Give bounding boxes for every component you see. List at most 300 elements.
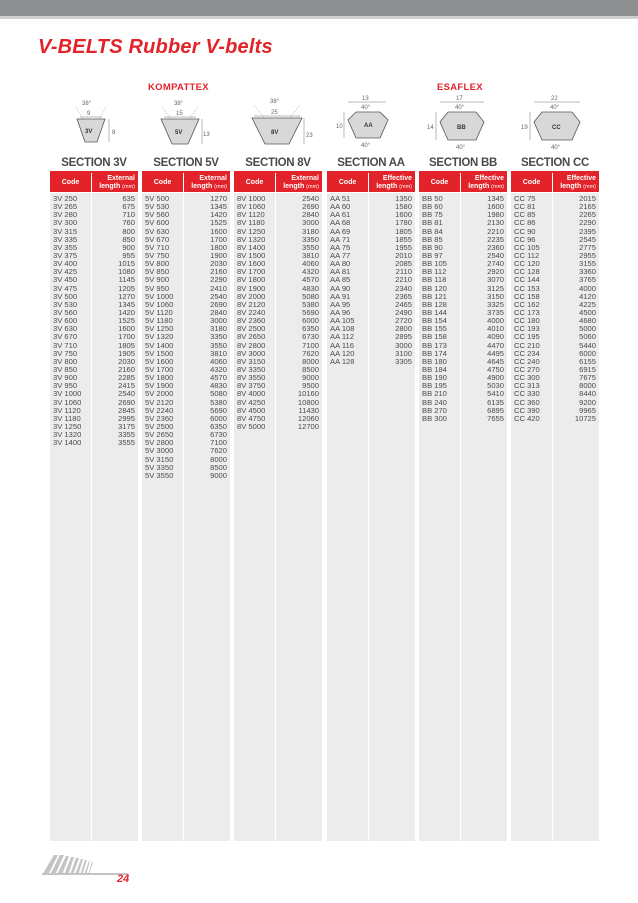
section-cc-code-header: Code bbox=[511, 173, 552, 192]
belt-code: AA 108 bbox=[330, 324, 355, 334]
belt-code: 5V 1060 bbox=[145, 299, 174, 309]
belt-code: 5V 1180 bbox=[145, 316, 173, 326]
belt-code: CC 195 bbox=[514, 332, 540, 342]
section-5v-rows bbox=[142, 195, 230, 480]
belt-length: 6000 bbox=[302, 316, 319, 326]
belt-length: 1350 bbox=[395, 194, 412, 203]
belt-code: 5V 1000 bbox=[145, 291, 174, 301]
belt-code: 5V 1500 bbox=[145, 348, 174, 358]
belt-code: AA 51 bbox=[330, 194, 351, 203]
table-row bbox=[234, 423, 322, 431]
belt-length: 3155 bbox=[579, 259, 596, 269]
belt-code: 3V 1180 bbox=[53, 413, 81, 423]
belt-code: 8V 2000 bbox=[237, 291, 266, 301]
belt-code: CC 153 bbox=[514, 283, 540, 293]
belt-code: CC 96 bbox=[514, 234, 536, 244]
belt-length: 1955 bbox=[395, 242, 412, 252]
belt-code: AA 71 bbox=[330, 234, 351, 244]
diagram-bb-label: BB bbox=[457, 125, 466, 131]
belt-code: 8V 1250 bbox=[237, 226, 266, 236]
belt-length: 3000 bbox=[395, 340, 412, 350]
belt-code: BB 75 bbox=[422, 210, 443, 220]
belt-length: 7675 bbox=[579, 373, 596, 383]
belt-code: 5V 2120 bbox=[145, 397, 174, 407]
belt-code: CC 234 bbox=[514, 348, 540, 358]
belt-code: 5V 900 bbox=[145, 275, 170, 285]
belt-code: 8V 2120 bbox=[237, 299, 266, 309]
belt-length: 9500 bbox=[302, 381, 319, 391]
belt-code: 3V 315 bbox=[53, 226, 78, 236]
section-bb-code-header: Code bbox=[419, 173, 460, 192]
belt-code: AA 80 bbox=[330, 259, 351, 269]
belt-code: 8V 1180 bbox=[237, 218, 265, 228]
belt-length: 3550 bbox=[210, 340, 227, 350]
diagram-bb bbox=[426, 92, 496, 152]
diagram-aa-angle-top: 40° bbox=[361, 105, 371, 111]
page-title: V-BELTS Rubber V-belts bbox=[38, 36, 273, 58]
belt-code: 8V 4750 bbox=[237, 413, 266, 423]
belt-length: 8500 bbox=[302, 364, 319, 374]
diagram-cc bbox=[520, 92, 590, 152]
belt-code: 3V 355 bbox=[53, 242, 78, 252]
belt-length: 2110 bbox=[395, 267, 412, 277]
belt-code: 5V 2360 bbox=[145, 413, 174, 423]
belt-code: BB 85 bbox=[422, 234, 443, 244]
belt-length: 10725 bbox=[574, 413, 596, 423]
belt-code: 3V 600 bbox=[53, 316, 78, 326]
belt-length: 2840 bbox=[302, 210, 319, 220]
belt-length: 2160 bbox=[118, 364, 135, 374]
group-label-esaflex: ESAFLEX bbox=[437, 82, 483, 93]
belt-length: 2690 bbox=[118, 397, 135, 407]
belt-code: 3V 300 bbox=[53, 218, 78, 228]
belt-code: AA 91 bbox=[330, 291, 351, 301]
belt-code: 5V 950 bbox=[145, 283, 170, 293]
belt-length: 8000 bbox=[210, 454, 227, 464]
belt-code: 3V 265 bbox=[53, 202, 78, 212]
belt-length: 2690 bbox=[210, 299, 227, 309]
belt-code: 8V 1120 bbox=[237, 210, 265, 220]
belt-code: 5V 600 bbox=[145, 218, 170, 228]
belt-code: BB 105 bbox=[422, 259, 447, 269]
section-5v-title: SECTION 5V bbox=[153, 157, 219, 169]
length-header-word: length bbox=[283, 182, 305, 190]
belt-length: 2540 bbox=[302, 194, 319, 203]
belt-length: 3305 bbox=[395, 356, 412, 366]
belt-length: 2895 bbox=[395, 332, 412, 342]
length-header-word: length bbox=[99, 182, 121, 190]
diagram-3v-angle: 38° bbox=[82, 101, 92, 107]
belt-code: AA 116 bbox=[330, 340, 354, 350]
top-bar bbox=[0, 0, 638, 16]
belt-code: 5V 1600 bbox=[145, 356, 174, 366]
diagram-3v bbox=[72, 96, 128, 150]
belt-length: 4320 bbox=[210, 364, 227, 374]
belt-length: 2085 bbox=[395, 259, 412, 269]
belt-code: 5V 1120 bbox=[145, 307, 173, 317]
belt-code: CC 128 bbox=[514, 267, 540, 277]
table-row bbox=[50, 439, 138, 447]
belt-code: CC 180 bbox=[514, 316, 540, 326]
belt-code: CC 300 bbox=[514, 373, 540, 383]
belt-code: AA 81 bbox=[330, 267, 351, 277]
belt-code: BB 112 bbox=[422, 267, 447, 277]
belt-code: BB 97 bbox=[422, 250, 443, 260]
length-header-unit: (mm) bbox=[583, 183, 596, 190]
belt-code: BB 144 bbox=[422, 307, 447, 317]
belt-length: 5030 bbox=[487, 381, 504, 391]
belt-length: 2995 bbox=[118, 413, 135, 423]
diagram-8v-label: 8V bbox=[271, 130, 279, 136]
diagram-bb-width: 17 bbox=[456, 96, 463, 102]
belt-length: 760 bbox=[122, 218, 135, 228]
belt-code: 3V 750 bbox=[53, 348, 78, 358]
belt-code: 8V 5000 bbox=[237, 421, 266, 431]
belt-length: 4320 bbox=[302, 267, 319, 277]
belt-code: 3V 400 bbox=[53, 259, 78, 269]
belt-code: 8V 1800 bbox=[237, 275, 266, 285]
section-aa-code-header: Code bbox=[327, 173, 368, 192]
belt-code: 5V 2000 bbox=[145, 389, 174, 399]
section-8v-title: SECTION 8V bbox=[245, 157, 311, 169]
length-header-word: length bbox=[468, 182, 490, 190]
belt-length: 2130 bbox=[487, 218, 504, 228]
belt-code: CC 158 bbox=[514, 291, 540, 301]
belt-code: AA 105 bbox=[330, 316, 355, 326]
length-header-line1: Effective bbox=[474, 174, 504, 182]
diagram-5v bbox=[152, 96, 216, 150]
belt-length: 7655 bbox=[487, 413, 504, 423]
belt-code: 3V 800 bbox=[53, 356, 78, 366]
belt-length: 2265 bbox=[579, 210, 596, 220]
belt-length: 2720 bbox=[395, 316, 412, 326]
belt-code: 5V 560 bbox=[145, 210, 170, 220]
belt-length: 4570 bbox=[210, 373, 227, 383]
belt-length: 2840 bbox=[210, 307, 227, 317]
belt-length: 3150 bbox=[487, 291, 504, 301]
belt-code: 8V 3150 bbox=[237, 356, 266, 366]
belt-length: 5440 bbox=[579, 340, 596, 350]
length-header-unit: (mm) bbox=[399, 183, 412, 190]
belt-length: 4830 bbox=[302, 283, 319, 293]
belt-length: 9000 bbox=[210, 470, 227, 480]
belt-code: 8V 4000 bbox=[237, 389, 266, 399]
belt-code: BB 173 bbox=[422, 340, 447, 350]
belt-code: BB 60 bbox=[422, 202, 443, 212]
section-cc-title: SECTION CC bbox=[521, 157, 589, 169]
belt-length: 3735 bbox=[487, 307, 504, 317]
belt-length: 2920 bbox=[487, 267, 504, 277]
belt-length: 5060 bbox=[579, 332, 596, 342]
length-header-word: length bbox=[376, 182, 398, 190]
belt-code: CC 86 bbox=[514, 218, 536, 228]
belt-code: CC 210 bbox=[514, 340, 540, 350]
belt-length: 2210 bbox=[487, 226, 504, 236]
length-header-line1: Effective bbox=[566, 174, 596, 182]
belt-length: 6915 bbox=[579, 364, 596, 374]
belt-length: 6730 bbox=[302, 332, 319, 342]
diagram-aa-angle-bottom: 40° bbox=[361, 143, 371, 149]
belt-code: BB 128 bbox=[422, 299, 447, 309]
belt-code: 3V 450 bbox=[53, 275, 78, 285]
belt-code: AA 85 bbox=[330, 275, 351, 285]
belt-code: 3V 560 bbox=[53, 307, 78, 317]
belt-length: 2365 bbox=[395, 291, 412, 301]
belt-length: 7620 bbox=[302, 348, 319, 358]
belt-code: BB 84 bbox=[422, 226, 443, 236]
diagram-8v-angle: 38° bbox=[270, 99, 280, 105]
diagram-8v-height: 23 bbox=[306, 133, 313, 139]
belt-code: CC 420 bbox=[514, 413, 540, 423]
belt-length: 2285 bbox=[118, 373, 135, 383]
diagram-cc-angle-top: 40° bbox=[550, 105, 560, 111]
belt-code: 8V 1600 bbox=[237, 259, 266, 269]
belt-code: BB 240 bbox=[422, 397, 447, 407]
diagram-5v-label: 5V bbox=[175, 130, 183, 136]
belt-length: 5690 bbox=[302, 307, 319, 317]
belt-length: 6730 bbox=[210, 430, 227, 440]
belt-length: 4060 bbox=[210, 356, 227, 366]
table-row bbox=[327, 358, 415, 366]
belt-code: 5V 1800 bbox=[145, 373, 174, 383]
belt-length: 3765 bbox=[579, 275, 596, 285]
length-header-unit: (mm) bbox=[306, 183, 319, 190]
belt-length: 635 bbox=[122, 194, 135, 203]
belt-length: 3350 bbox=[210, 332, 227, 342]
belt-length: 2955 bbox=[579, 250, 596, 260]
belt-length: 4225 bbox=[579, 299, 596, 309]
belt-code: CC 112 bbox=[514, 250, 540, 260]
section-bb-length-header bbox=[461, 173, 507, 192]
belt-code: CC 120 bbox=[514, 259, 540, 269]
section-3v-code-header: Code bbox=[50, 173, 91, 192]
belt-length: 2410 bbox=[210, 283, 227, 293]
belt-length: 5380 bbox=[302, 299, 319, 309]
belt-length: 1600 bbox=[395, 210, 412, 220]
belt-length: 1600 bbox=[487, 202, 504, 212]
belt-length: 2395 bbox=[579, 226, 596, 236]
length-header-line2 bbox=[92, 183, 135, 191]
diagram-bb-angle-bottom: 40° bbox=[456, 145, 466, 151]
belt-length: 2800 bbox=[395, 324, 412, 334]
belt-code: AA 90 bbox=[330, 283, 351, 293]
belt-code: 3V 335 bbox=[53, 234, 78, 244]
belt-code: 3V 1000 bbox=[53, 389, 82, 399]
belt-length: 2030 bbox=[210, 259, 227, 269]
belt-length: 3100 bbox=[395, 348, 412, 358]
belt-length: 4090 bbox=[487, 332, 504, 342]
belt-code: BB 184 bbox=[422, 364, 447, 374]
belt-code: 8V 2500 bbox=[237, 324, 266, 334]
belt-length: 3810 bbox=[210, 348, 227, 358]
belt-length: 3360 bbox=[579, 267, 596, 277]
belt-code: 5V 2800 bbox=[145, 438, 174, 448]
table-row bbox=[142, 472, 230, 480]
section-3v-rows bbox=[50, 195, 138, 447]
length-header-line1: External bbox=[291, 174, 319, 182]
belt-length: 1805 bbox=[395, 226, 412, 236]
belt-code: 3V 530 bbox=[53, 299, 78, 309]
table-row bbox=[511, 415, 599, 423]
belt-code: 3V 250 bbox=[53, 194, 78, 203]
belt-code: 8V 3000 bbox=[237, 348, 266, 358]
belt-code: 3V 670 bbox=[53, 332, 78, 342]
section-aa-length-header bbox=[369, 173, 415, 192]
belt-length: 1700 bbox=[210, 234, 227, 244]
belt-length: 12700 bbox=[297, 421, 319, 431]
belt-code: AA 95 bbox=[330, 299, 351, 309]
diagram-aa-height: 10 bbox=[336, 124, 343, 130]
belt-code: 8V 3350 bbox=[237, 364, 266, 374]
belt-length: 1145 bbox=[118, 275, 135, 285]
belt-length: 1600 bbox=[118, 324, 135, 334]
belt-code: BB 190 bbox=[422, 373, 447, 383]
belt-length: 3550 bbox=[302, 242, 319, 252]
belt-length: 1525 bbox=[118, 316, 135, 326]
diagram-aa-label: AA bbox=[364, 123, 373, 129]
belt-code: 5V 2650 bbox=[145, 430, 174, 440]
belt-code: AA 60 bbox=[330, 202, 351, 212]
belt-length: 675 bbox=[122, 202, 135, 212]
diagram-5v-height: 13 bbox=[203, 132, 210, 138]
belt-code: BB 90 bbox=[422, 242, 443, 252]
diagram-cc-height: 19 bbox=[521, 125, 528, 131]
belt-length: 1420 bbox=[118, 307, 135, 317]
length-header-line2 bbox=[184, 183, 227, 191]
belt-code: 3V 280 bbox=[53, 210, 78, 220]
belt-length: 3325 bbox=[487, 299, 504, 309]
diagram-8v bbox=[244, 94, 314, 150]
belt-length: 800 bbox=[122, 226, 135, 236]
belt-code: BB 180 bbox=[422, 356, 447, 366]
belt-length: 2775 bbox=[579, 242, 596, 252]
section-8v-rows bbox=[234, 195, 322, 431]
belt-code: 8V 3750 bbox=[237, 381, 266, 391]
belt-code: 8V 2240 bbox=[237, 307, 266, 317]
belt-code: 8V 1000 bbox=[237, 194, 266, 203]
belt-length: 4830 bbox=[210, 381, 227, 391]
belt-code: 3V 1320 bbox=[53, 430, 82, 440]
belt-length: 955 bbox=[122, 250, 135, 260]
belt-code: BB 120 bbox=[422, 283, 447, 293]
belt-length: 2545 bbox=[579, 234, 596, 244]
belt-code: 5V 530 bbox=[145, 202, 170, 212]
section-cc-length-header bbox=[553, 173, 599, 192]
brand-stripes-icon bbox=[42, 853, 128, 880]
belt-length: 4750 bbox=[487, 364, 504, 374]
section-bb-title: SECTION BB bbox=[429, 157, 497, 169]
belt-length: 12060 bbox=[297, 413, 319, 423]
section-aa-title: SECTION AA bbox=[337, 157, 405, 169]
belt-length: 2845 bbox=[118, 405, 135, 415]
diagram-8v-top: 25 bbox=[271, 110, 278, 116]
length-header-line1: External bbox=[199, 174, 227, 182]
belt-code: CC 90 bbox=[514, 226, 536, 236]
belt-code: 5V 1900 bbox=[145, 381, 174, 391]
diagram-cc-width: 22 bbox=[551, 96, 558, 102]
belt-code: 3V 900 bbox=[53, 373, 78, 383]
section-3v-length-header bbox=[92, 173, 138, 192]
table-row bbox=[419, 415, 507, 423]
diagram-bb-angle-top: 40° bbox=[455, 105, 465, 111]
belt-code: CC 240 bbox=[514, 356, 540, 366]
belt-length: 1805 bbox=[118, 340, 135, 350]
belt-code: 3V 710 bbox=[53, 340, 78, 350]
belt-code: 3V 425 bbox=[53, 267, 78, 277]
belt-code: BB 210 bbox=[422, 389, 447, 399]
diagram-3v-height: 8 bbox=[112, 130, 116, 136]
belt-length: 4500 bbox=[579, 307, 596, 317]
belt-code: 8V 1400 bbox=[237, 242, 266, 252]
belt-code: 3V 1250 bbox=[53, 421, 82, 431]
belt-code: 5V 1700 bbox=[145, 364, 174, 374]
belt-code: 8V 3550 bbox=[237, 373, 266, 383]
belt-code: BB 270 bbox=[422, 405, 447, 415]
belt-length: 4495 bbox=[487, 348, 504, 358]
belt-code: AA 77 bbox=[330, 250, 351, 260]
belt-length: 2465 bbox=[395, 299, 412, 309]
belt-code: 8V 4500 bbox=[237, 405, 266, 415]
belt-code: 5V 630 bbox=[145, 226, 170, 236]
belt-length: 7100 bbox=[210, 438, 227, 448]
belt-code: 8V 2800 bbox=[237, 340, 266, 350]
belt-code: 5V 1320 bbox=[145, 332, 174, 342]
section-aa-rows bbox=[327, 195, 415, 366]
belt-length: 2235 bbox=[487, 234, 504, 244]
section-bb-rows bbox=[419, 195, 507, 423]
belt-length: 1800 bbox=[210, 242, 227, 252]
belt-code: BB 81 bbox=[422, 218, 443, 228]
belt-code: 5V 500 bbox=[145, 194, 170, 203]
belt-code: BB 154 bbox=[422, 316, 447, 326]
group-label-kompattex: KOMPATTEX bbox=[148, 82, 209, 93]
belt-length: 1780 bbox=[395, 218, 412, 228]
length-header-unit: (mm) bbox=[214, 183, 227, 190]
belt-length: 900 bbox=[122, 242, 135, 252]
belt-code: CC 390 bbox=[514, 405, 540, 415]
belt-length: 2290 bbox=[579, 218, 596, 228]
belt-length: 2540 bbox=[118, 389, 135, 399]
belt-code: BB 118 bbox=[422, 275, 447, 285]
belt-code: AA 68 bbox=[330, 218, 351, 228]
belt-length: 850 bbox=[122, 234, 135, 244]
belt-code: 3V 630 bbox=[53, 324, 78, 334]
belt-length: 5410 bbox=[487, 389, 504, 399]
belt-code: BB 158 bbox=[422, 332, 447, 342]
diagram-aa bbox=[336, 92, 398, 152]
belt-length: 8000 bbox=[579, 381, 596, 391]
belt-length: 9200 bbox=[579, 397, 596, 407]
belt-code: CC 144 bbox=[514, 275, 540, 285]
section-8v-code-header: Code bbox=[234, 173, 275, 192]
belt-code: 5V 3150 bbox=[145, 454, 174, 464]
belt-code: 3V 1060 bbox=[53, 397, 82, 407]
length-header-line1: External bbox=[107, 174, 135, 182]
belt-code: CC 85 bbox=[514, 210, 536, 220]
diagram-3v-top: 9 bbox=[87, 111, 91, 117]
belt-code: BB 121 bbox=[422, 291, 447, 301]
belt-length: 1345 bbox=[118, 299, 135, 309]
belt-length: 2540 bbox=[210, 291, 227, 301]
belt-code: 5V 800 bbox=[145, 259, 170, 269]
belt-code: CC 270 bbox=[514, 364, 540, 374]
belt-code: 8V 1900 bbox=[237, 283, 266, 293]
belt-length: 6155 bbox=[579, 356, 596, 366]
section-cc-rows bbox=[511, 195, 599, 423]
length-header-line1: Effective bbox=[382, 174, 412, 182]
belt-code: BB 155 bbox=[422, 324, 447, 334]
belt-length: 1580 bbox=[395, 202, 412, 212]
